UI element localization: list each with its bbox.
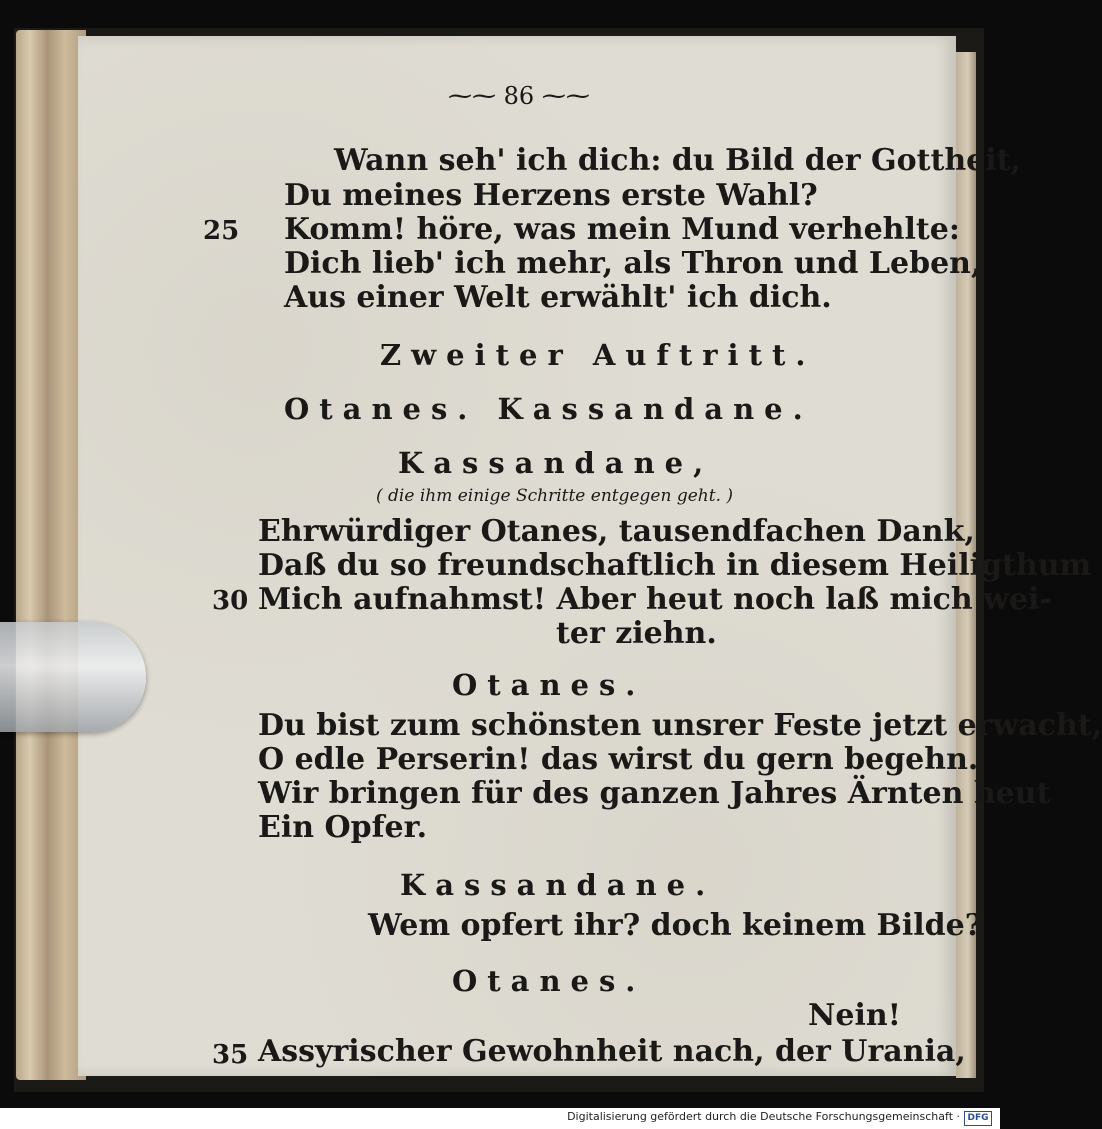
speaker-label: Kassandane, <box>398 446 714 480</box>
speaker-label: Otanes. <box>452 668 646 702</box>
verse-line: Wann seh' ich dich: du Bild der Gottheit, <box>334 143 1021 178</box>
verse-line: Dich lieb' ich mehr, als Thron und Leben, <box>284 246 982 281</box>
page-number <box>448 82 590 110</box>
verse-line: Wir bringen für des ganzen Jahres Ärnten heut <box>258 776 1051 811</box>
verse-line: Du bist zum schönsten unsrer Feste jetzt erwacht, <box>258 708 1102 743</box>
verse-line: Daß du so freundschaftlich in diesem Heiligthum <box>258 548 1092 583</box>
verse-line: Ein Opfer. <box>258 810 428 845</box>
ornament-right: ⁓⁓ <box>541 82 590 110</box>
characters-heading: Otanes. Kassandane. <box>284 392 813 426</box>
dfg-logo: DFG <box>964 1111 992 1126</box>
line-number: 30 <box>212 586 249 616</box>
page-stack-edge <box>16 30 86 1080</box>
line-number: 35 <box>212 1040 249 1070</box>
speaker-label: Otanes. <box>452 964 646 998</box>
scene-heading: Zweiter Auftritt. <box>380 338 816 372</box>
verse-line: Komm! höre, was mein Mund verhehlte: <box>284 212 960 247</box>
page-number-value: 86 <box>503 82 535 110</box>
page-clip <box>0 622 146 732</box>
speaker-label: Kassandane. <box>400 868 716 902</box>
verse-line: ter ziehn. <box>556 616 717 651</box>
line-number: 25 <box>203 216 240 246</box>
stage-direction: ( die ihm einige Schritte entgegen geht. ) <box>376 486 734 506</box>
verse-line: Mich aufnahmst! Aber heut noch laß mich wei- <box>258 582 1052 617</box>
verse-line: Du meines Herzens erste Wahl? <box>284 178 818 213</box>
footer-credit: Digitalisierung gefördert durch die Deutsche Forschungsgemeinschaft · <box>567 1110 960 1123</box>
verse-line: Nein! <box>808 998 901 1033</box>
verse-line: Ehrwürdiger Otanes, tausendfachen Dank, <box>258 514 975 549</box>
ornament-left: ⁓⁓ <box>448 82 496 110</box>
verse-line: Wem opfert ihr? doch keinem Bilde? <box>368 908 983 943</box>
verse-line: O edle Perserin! das wirst du gern begehn. <box>258 742 979 777</box>
verse-line: Aus einer Welt erwählt' ich dich. <box>284 280 832 315</box>
verse-line: Assyrischer Gewohnheit nach, der Urania, <box>258 1034 966 1069</box>
